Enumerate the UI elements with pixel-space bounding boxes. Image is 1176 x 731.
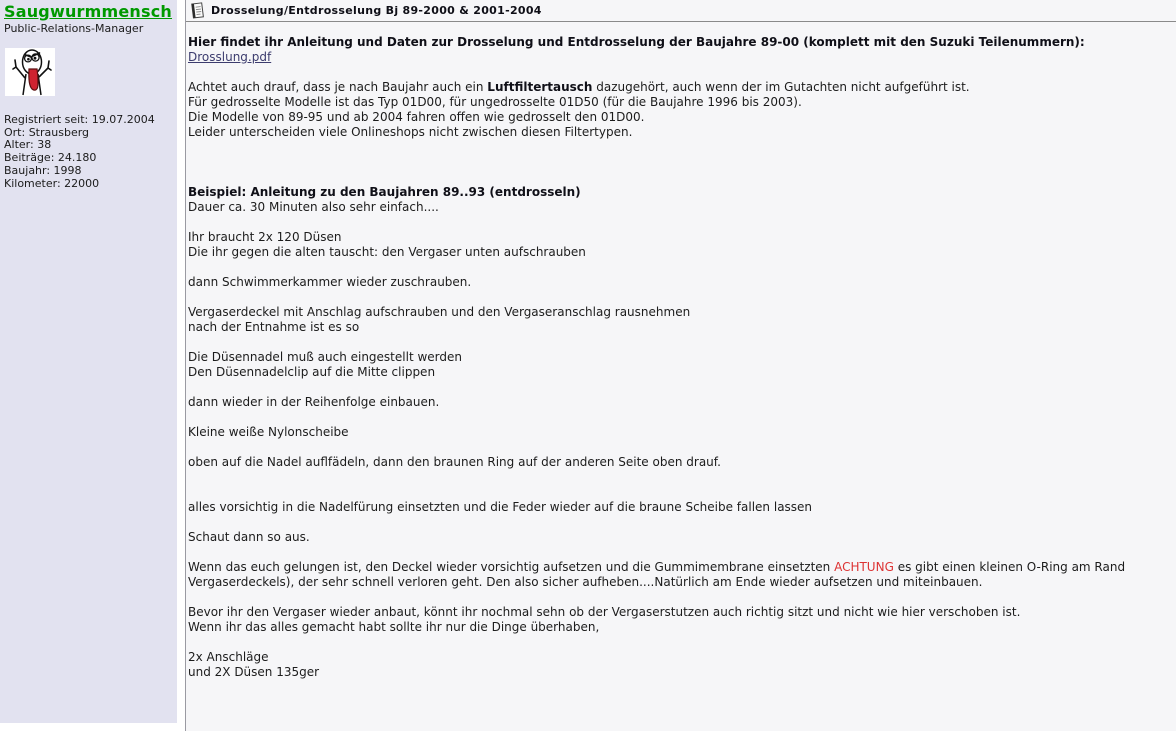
post-line (188, 515, 1176, 530)
bold-text: Luftfiltertausch (487, 80, 593, 94)
post-line (188, 620, 1176, 635)
post-line (188, 560, 1176, 575)
body-text: und 2X Düsen 135ger (188, 665, 320, 679)
detail-location: Ort: Strausberg (4, 125, 90, 139)
post-body (186, 22, 1176, 680)
post-line (188, 470, 1176, 485)
post-line (188, 110, 1176, 125)
post-line (188, 65, 1176, 80)
body-text: alles vorsichtig in die Nadelfürung einsetzten und die Feder wieder auf die braune Scheibe fallen lassen (188, 500, 813, 514)
warning-text: ACHTUNG (834, 560, 894, 574)
post-line (188, 455, 1176, 470)
post-line (188, 125, 1176, 140)
avatar-image (5, 48, 55, 96)
post-line (188, 635, 1176, 650)
username-link[interactable]: Saugwurmmensch (4, 2, 173, 21)
post-document-icon (190, 2, 204, 19)
bold-text: Hier findet ihr Anleitung und Daten zur Drosselung und Entdrosselung der Baujahre 89-00 (komplett mit den Suzuki Teilenummern): (188, 35, 1085, 49)
post-line (188, 335, 1176, 350)
body-text: dann wieder in der Reihenfolge einbauen. (188, 395, 440, 409)
user-column (0, 0, 177, 731)
post-line (188, 440, 1176, 455)
body-text: Wenn ihr das alles gemacht habt sollte ihr nur die Dinge überhaben, (188, 620, 600, 634)
post-line (188, 500, 1176, 515)
detail-year: Baujahr: 1998 (4, 163, 82, 177)
post-line (188, 170, 1176, 185)
detail-age: Alter: 38 (4, 138, 52, 152)
post-line (188, 410, 1176, 425)
body-text: Vergaserdeckels), der sehr schnell verloren geht. Den also sicher aufheben....Natürlich am Ende wieder aufsetzen und miteinbauen. (188, 575, 983, 589)
body-text: Wenn das euch gelungen ist, den Deckel wieder vorsichtig aufsetzen und die Gummimembrane einsetzten (188, 560, 835, 574)
post-line (188, 590, 1176, 605)
attachment-link[interactable]: Drosslung.pdf (188, 50, 272, 64)
detail-kilometers: Kilometer: 22000 (4, 176, 100, 190)
post-line (188, 650, 1176, 665)
post-line (188, 350, 1176, 365)
body-text: Den Düsennadelclip auf die Mitte clippen (188, 365, 436, 379)
user-details (4, 114, 175, 190)
post-line (188, 275, 1176, 290)
post-column (186, 0, 1176, 731)
body-text: Die Düsennadel muß auch eingestellt werden (188, 350, 462, 364)
column-divider (177, 0, 186, 731)
post-line (188, 365, 1176, 380)
body-text: Ihr braucht 2x 120 Düsen (188, 230, 342, 244)
post-line (188, 305, 1176, 320)
post-line (188, 530, 1176, 545)
body-text: Die ihr gegen die alten tauscht: den Vergaser unten aufschrauben (188, 245, 586, 259)
body-text: Für gedrosselte Modelle ist das Typ 01D00, für ungedrosselte 01D50 (für die Baujahre 1996 bis 2003). (188, 95, 802, 109)
post-line (188, 140, 1176, 155)
post-line (188, 245, 1176, 260)
post-line (188, 605, 1176, 620)
post-line (188, 35, 1176, 50)
user-rank: Public-Relations-Manager (4, 22, 144, 35)
post-line (188, 320, 1176, 335)
post-line (188, 200, 1176, 215)
post-title-row (186, 0, 1176, 22)
post-line (188, 425, 1176, 440)
post-line (188, 260, 1176, 275)
bold-text: Beispiel: Anleitung zu den Baujahren 89..93 (entdrosseln) (188, 185, 581, 199)
body-text: Leider unterscheiden viele Onlineshops nicht zwischen diesen Filtertypen. (188, 125, 633, 139)
body-text: dann Schwimmerkammer wieder zuschrauben. (188, 275, 472, 289)
body-text: nach der Entnahme ist es so (188, 320, 360, 334)
body-text: dazugehört, auch wenn der im Gutachten nicht aufgeführt ist. (592, 80, 970, 94)
post-line (188, 185, 1176, 200)
post-line (188, 95, 1176, 110)
body-text: Achtet auch drauf, dass je nach Baujahr auch ein (188, 80, 488, 94)
post-line (188, 485, 1176, 500)
body-text: Die Modelle von 89-95 und ab 2004 fahren offen wie gedrosselt den 01D00. (188, 110, 645, 124)
post-title: Drosselung/Entdrosselung Bj 89-2000 & 2001-2004 (211, 4, 542, 17)
post-line (188, 380, 1176, 395)
post-line (188, 80, 1176, 95)
body-text: 2x Anschläge (188, 650, 269, 664)
post-line (188, 50, 1176, 65)
post-line (188, 155, 1176, 170)
post-line (188, 575, 1176, 590)
post-line (188, 290, 1176, 305)
post-line (188, 395, 1176, 410)
post-line (188, 665, 1176, 680)
detail-posts: Beiträge: 24.180 (4, 151, 97, 165)
body-text: Bevor ihr den Vergaser wieder anbaut, könnt ihr nochmal sehn ob der Vergaserstutzen auch richtig sitzt und nicht wie hier verschoben ist. (188, 605, 1021, 619)
user-info-panel (0, 0, 177, 723)
body-text: Vergaserdeckel mit Anschlag aufschrauben und den Vergaseranschlag rausnehmen (188, 305, 691, 319)
post-line (188, 230, 1176, 245)
body-text: Dauer ca. 30 Minuten also sehr einfach.... (188, 200, 439, 214)
body-text: es gibt einen kleinen O-Ring am Rand (893, 560, 1126, 574)
body-text: Schaut dann so aus. (188, 530, 310, 544)
post-line (188, 545, 1176, 560)
body-text: Kleine weiße Nylonscheibe (188, 425, 349, 439)
body-text: oben auf die Nadel auflfädeln, dann den braunen Ring auf der anderen Seite oben drauf. (188, 455, 721, 469)
detail-registered: Registriert seit: 19.07.2004 (4, 113, 155, 126)
post-line (188, 215, 1176, 230)
